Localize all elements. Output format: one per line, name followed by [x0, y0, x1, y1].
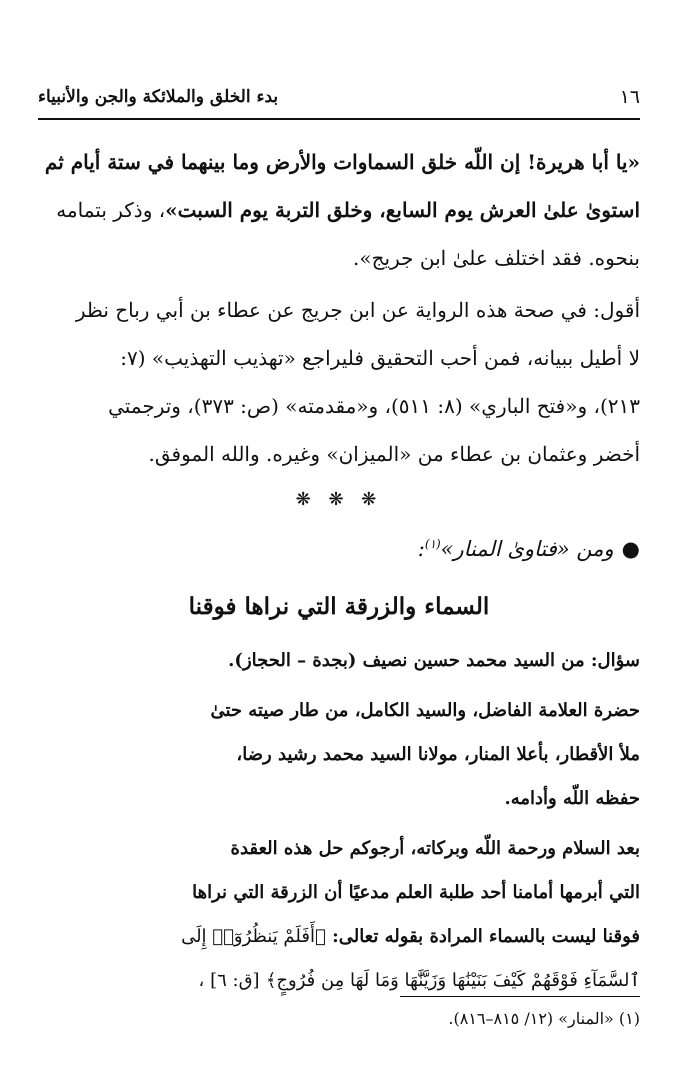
question-body-3-text: فوقنا ليست بالسماء المرادة بقوله تعالى: — [332, 926, 640, 947]
page-number: ١٦ — [619, 86, 640, 108]
commentary-line-3: ٢١٣)، و«فتح الباري» (٨: ٥١١)، و«مقدمته» (ص: ٣٧٣)، وترجمتي — [108, 394, 640, 418]
quran-verse-end: ٱلسَّمَآءِ فَوْقَهُمْ كَيْفَ بَنَيْنَٰهَا وَزَيَّنَّٰهَا وَمَا لَهَا مِن فُرُوجٍ﴾ — [265, 970, 640, 991]
commentary-paragraph — [38, 286, 640, 478]
question-address-2: ملأ الأقطار، بأعلا المنار، مولانا السيد محمد رشيد رضا، — [236, 744, 640, 765]
commentary-line-4: أخضر وعثمان بن عطاء من «الميزان» وغيره. والله الموفق. — [148, 442, 640, 466]
question-body-2: التي أبرمها أمامنا أحد طلبة العلم مدعيًا أن الزرقة التي نراها — [192, 882, 640, 903]
section-separator: ❋ ❋ ❋ — [295, 489, 383, 510]
footnote: (١) «المنار» (١٢/ ٨١٥–٨١٦). — [448, 1009, 640, 1028]
question-asker: سؤال: من السيد محمد حسين نصيف (بجدة – الحجاز). — [228, 650, 640, 671]
narration-paragraph — [38, 138, 640, 282]
quran-verse-start: ﴿أَفَلَمْ يَنظُرُوٓا۟ إِلَى — [181, 926, 326, 947]
running-title: بدء الخلق والملائكة والجن والأنبياء — [38, 87, 279, 107]
section-intro-colon: : — [417, 537, 425, 561]
narration-line-2-bold: استوىٰ علىٰ العرش يوم السابع، وخلق التربة يوم السبت» — [165, 198, 640, 222]
page-body — [38, 138, 640, 1003]
verse-reference: [ق: ٦] ، — [198, 970, 260, 991]
question-address-1: حضرة العلامة الفاضل، والسيد الكامل، من طار صيته حتىٰ — [210, 700, 640, 721]
commentary-line-2: لا أطيل ببيانه، فمن أحب التحقيق فليراجع «تهذيب التهذيب» (٧: — [120, 346, 640, 370]
section-intro — [38, 518, 640, 575]
running-header — [38, 82, 640, 112]
section-intro-text: ومن «فتاوىٰ المنار» — [440, 537, 614, 561]
narration-line-1: «يا أبا هريرة! إن اللّه خلق السماوات والأرض وما بينهما في ستة أيام ثم — [44, 150, 640, 174]
footnote-marker: (١) — [424, 537, 441, 551]
question-body-1: بعد السلام ورحمة اللّه وبركاته، أرجوكم حل هذه العقدة — [230, 838, 640, 859]
footnote-rule — [400, 996, 640, 997]
bullet-icon: ● — [621, 537, 640, 561]
commentary-line-1: أقول: في صحة هذه الرواية عن ابن جريج عن عطاء بن أبي رباح نظر — [75, 298, 640, 322]
fatwa-heading: السماء والزرقة التي نراها فوقنا — [188, 593, 490, 620]
question-block — [38, 639, 640, 1003]
question-address-3: حفظه اللّه وأدامه. — [504, 788, 640, 809]
question-body-3 — [38, 915, 640, 959]
narration-line-2 — [38, 186, 640, 234]
narration-line-3: بنحوه. فقد اختلف علىٰ ابن جريج». — [353, 246, 640, 270]
header-rule — [38, 118, 640, 120]
narration-line-2-rest: ، وذكر بتمامه — [56, 198, 166, 222]
